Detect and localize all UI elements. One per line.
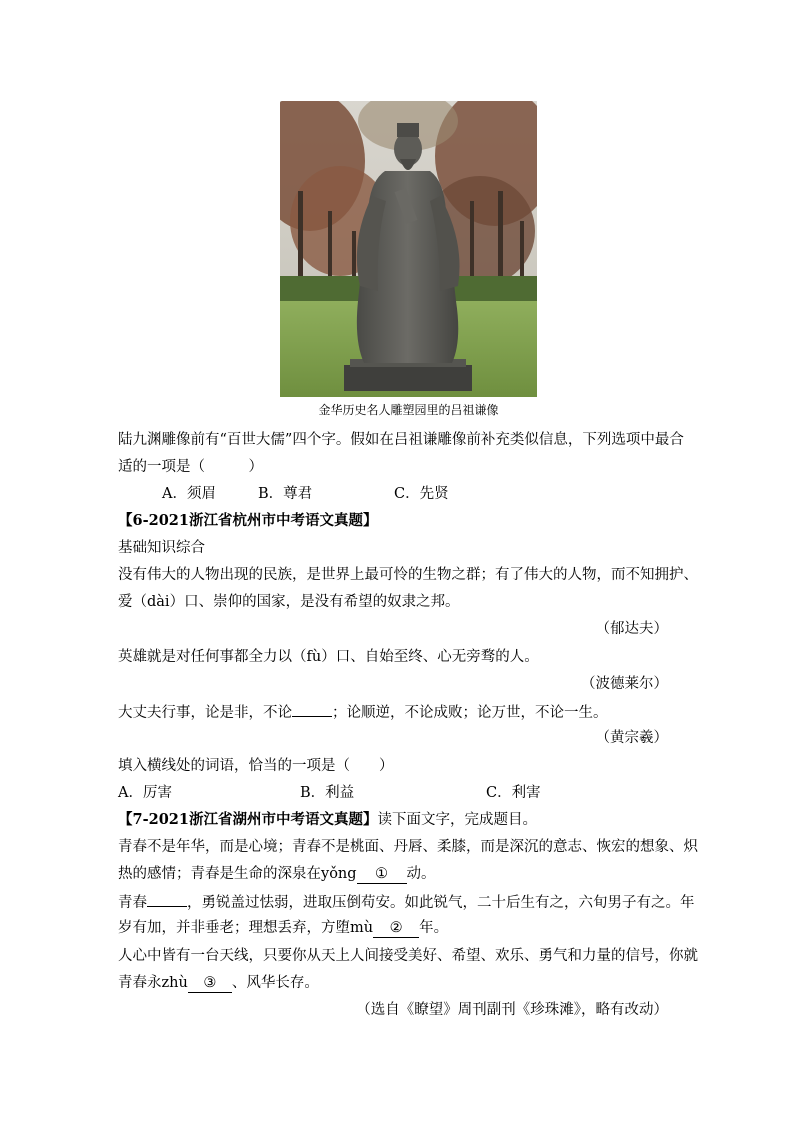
q7-p1-line2-b: 动。 [406, 866, 436, 882]
q6-options [118, 784, 541, 802]
q6-quote2: 英雄就是对任何事都全力以（fù）口、自始至终、心无旁骛的人。 [118, 649, 539, 665]
photo-caption: 金华历史名人雕塑园里的吕祖谦像 [318, 403, 499, 417]
q7-p1-line1: 青春不是年华，而是心境；青春不是桃面、丹唇、柔膝，而是深沉的意志、恢宏的想象、炽 [118, 839, 698, 855]
q5-stem-line2: 适的一项是（ ） [118, 459, 263, 475]
q7-blank-1[interactable]: ① [357, 865, 407, 884]
q6-author1: （郁达夫） [595, 621, 668, 637]
q6-subtitle: 基础知识综合 [118, 540, 205, 556]
q7-p1-line2 [118, 865, 436, 884]
q7-header: 【7-2021浙江省湖州市中考语文真题】 [118, 811, 378, 828]
q6-quote1-line2: 爱（dài）口、崇仰的国家，是没有希望的奴隶之邦。 [118, 594, 460, 610]
q6-author2: （波德莱尔） [581, 676, 668, 692]
q7-p3-line2 [118, 974, 319, 993]
q7-blank-2[interactable]: ② [373, 919, 419, 938]
q6-quote3-part-b: ；论顺逆，不论成败；论万世，不论一生。 [332, 705, 608, 721]
q7-p2-line1 [118, 892, 695, 912]
q6-quote3-part-a: 大丈夫行事，论是非，不论 [118, 705, 292, 721]
q5-option-a: A．须眉 [162, 486, 216, 502]
q7-p3-line2-a: 青春永zhù [118, 975, 188, 991]
q7-p2-line2-a: 岁有加，并非垂老；理想丢弃，方堕mù [118, 920, 374, 936]
q6-option-b: B．利益 [300, 785, 355, 801]
q6-answer-blank[interactable] [292, 702, 332, 717]
q7-p2-blank[interactable] [147, 892, 187, 907]
q7-p2-line1-a: 青春 [118, 895, 147, 911]
q6-question: 填入横线处的词语，恰当的一项是（ ） [118, 758, 394, 774]
q7-source: （选自《瞭望》周刊副刊《珍珠滩》，略有改动） [356, 1002, 668, 1018]
q7-p2-line1-b: ，勇锐盖过怯弱，进取压倒苟安。如此锐气，二十后生有之，六旬男子有之。年 [187, 895, 695, 911]
q7-blank-3[interactable]: ③ [188, 974, 232, 993]
q7-p2-line2-b: 年。 [419, 920, 449, 936]
q7-title [118, 811, 537, 829]
q5-option-b: B．尊君 [258, 486, 313, 502]
statue-photo [280, 101, 537, 397]
q6-option-a: A．厉害 [118, 785, 172, 801]
q7-instruction: 读下面文字，完成题目。 [377, 812, 537, 828]
q5-options [162, 485, 449, 503]
q6-author3: （黄宗羲） [595, 730, 668, 746]
q7-p1-line2-a: 热的感情；青春是生命的深泉在yǒng [118, 866, 357, 882]
q6-quote1-line1: 没有伟大的人物出现的民族，是世界上最可怜的生物之群；有了伟大的人物，而不知拥护、 [118, 567, 698, 583]
q7-p2-line2 [118, 919, 448, 938]
q7-p3-line2-b: 、风华长存。 [231, 975, 319, 991]
q5-option-c: C．先贤 [394, 486, 449, 502]
q6-option-c: C．利害 [486, 785, 541, 801]
statue-image [280, 101, 537, 397]
q7-p3-line1: 人心中皆有一台天线，只要你从天上人间接受美好、希望、欢乐、勇气和力量的信号，你就 [118, 948, 698, 964]
q6-header: 【6-2021浙江省杭州市中考语文真题】 [118, 512, 378, 529]
q6-quote3 [118, 702, 608, 722]
q5-stem-line1: 陆九渊雕像前有“百世大儒”四个字。假如在吕祖谦雕像前补充类似信息，下列选项中最合 [118, 432, 684, 448]
